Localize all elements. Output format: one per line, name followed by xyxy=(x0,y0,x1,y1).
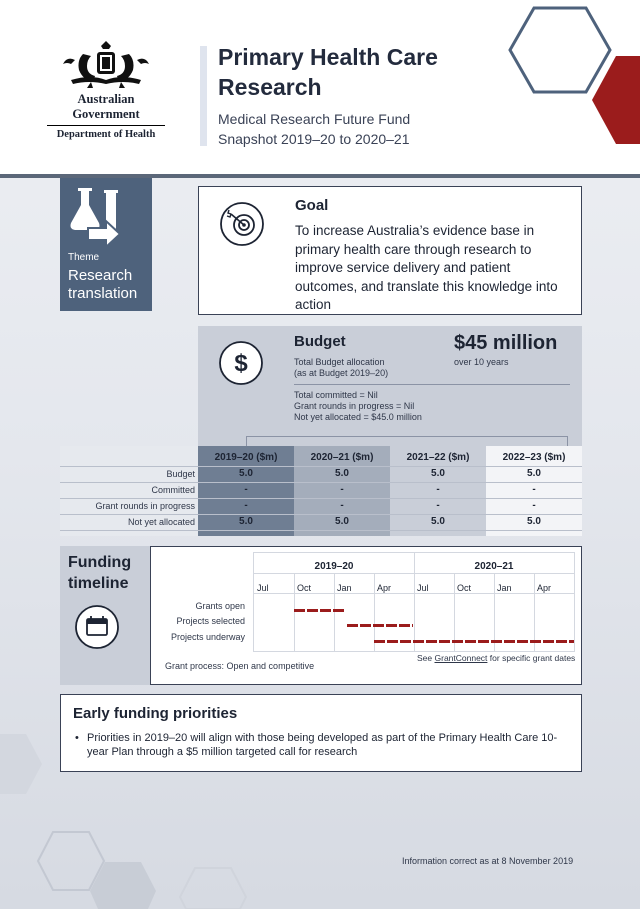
timeline-month-label: Oct xyxy=(297,583,312,593)
timeline-month-divider xyxy=(334,573,335,651)
theme-value: Research translation xyxy=(68,267,138,302)
goal-title: Goal xyxy=(295,197,329,214)
timeline-month-divider xyxy=(294,573,295,651)
page-subtitle xyxy=(218,109,410,149)
table-row-label: Grant rounds in progress xyxy=(95,501,195,511)
table-cell: 5.0 xyxy=(239,516,253,527)
timeline-month-label: Jan xyxy=(337,583,352,593)
table-cell: - xyxy=(532,484,536,495)
table-row-divider xyxy=(60,482,582,483)
timeline-row-label: Projects selected xyxy=(176,616,245,626)
funding-timeline-chart xyxy=(150,546,582,685)
timeline-month-label: Jul xyxy=(417,583,429,593)
budget-col-header: 2020–21 ($m) xyxy=(310,452,374,463)
budget-divider xyxy=(294,384,570,385)
table-row-label: Not yet allocated xyxy=(127,517,195,527)
header xyxy=(0,0,640,176)
department-name: Department of Health xyxy=(56,129,156,140)
timeline-row-label: Grants open xyxy=(195,601,245,611)
table-cell: - xyxy=(532,500,536,511)
timeline-row-label: Projects underway xyxy=(170,632,245,642)
theme-label: Theme xyxy=(68,252,100,263)
table-cell: - xyxy=(436,484,440,495)
hexagon-decoration-left xyxy=(0,734,44,794)
timeline-bar-grants-open xyxy=(294,609,346,612)
page-title: Primary Health Care Research xyxy=(218,44,438,100)
timeline-month-label: Jul xyxy=(257,583,269,593)
svg-text:$: $ xyxy=(234,350,248,377)
timeline-bar-projects-selected xyxy=(347,624,413,627)
funding-timeline-title-line1: Funding xyxy=(68,554,132,571)
table-row-divider xyxy=(60,530,582,531)
grant-process: Grant process: Open and competitive xyxy=(165,661,315,671)
budget-summary xyxy=(294,390,422,423)
table-cell: 5.0 xyxy=(335,468,349,479)
hexagon-decoration-bottom-filled xyxy=(88,860,158,909)
table-cell: - xyxy=(340,484,344,495)
lab-flask-arrow-icon xyxy=(66,184,126,250)
title-accent-bar xyxy=(200,46,207,146)
table-cell: 5.0 xyxy=(335,516,349,527)
table-cell: 5.0 xyxy=(431,468,445,479)
timeline-month-label: Oct xyxy=(457,583,472,593)
budget-allocation-text: Total Budget allocation xyxy=(294,357,385,367)
logo-divider xyxy=(47,125,165,126)
subtitle-line-snapshot: Snapshot 2019–20 to 2020–21 xyxy=(218,131,410,147)
early-funding-bullet: • Priorities in 2019–20 will align with those being developed as part of the Primary Health Care 10-year Plan through a $5 million targeted call for research xyxy=(75,731,565,759)
table-row-divider xyxy=(60,466,582,467)
note-suffix: for specific grant dates xyxy=(489,653,576,663)
budget-col-header: 2019–20 ($m) xyxy=(214,452,278,463)
budget-allocation-label xyxy=(294,357,388,379)
funding-timeline-panel xyxy=(60,546,582,685)
budget-grant-rounds: Grant rounds in progress = Nil xyxy=(294,401,415,411)
coat-of-arms-icon xyxy=(61,40,151,88)
table-cell: - xyxy=(244,484,248,495)
timeline-grid xyxy=(253,552,575,652)
theme-tile xyxy=(60,178,152,311)
timeline-year-label: 2019–20 xyxy=(314,561,354,572)
grantconnect-link[interactable]: GrantConnect xyxy=(434,653,488,663)
funding-timeline-title-line2: timeline xyxy=(68,575,129,592)
table-cell: 5.0 xyxy=(239,468,253,479)
target-icon xyxy=(219,201,265,247)
early-funding-card xyxy=(60,694,582,772)
subtitle-line-fund: Medical Research Future Fund xyxy=(218,111,411,127)
table-cell: - xyxy=(244,500,248,511)
grantconnect-note xyxy=(417,653,575,663)
table-cell: - xyxy=(436,500,440,511)
timeline-year-label: 2020–21 xyxy=(474,561,514,572)
goal-card xyxy=(198,186,582,315)
budget-table xyxy=(60,446,582,536)
footer-note: Information correct as at 8 November 2019 xyxy=(402,856,574,866)
table-cell: 5.0 xyxy=(527,468,541,479)
note-prefix: See xyxy=(417,653,433,663)
budget-col-header: 2021–22 ($m) xyxy=(406,452,470,463)
timeline-bar-projects-underway xyxy=(374,640,574,643)
budget-title: Budget xyxy=(294,333,346,350)
budget-period: over 10 years xyxy=(454,357,509,367)
early-funding-title: Early funding priorities xyxy=(73,705,238,722)
government-logo xyxy=(44,40,168,140)
dollar-icon xyxy=(218,340,264,386)
goal-description: To increase Australia’s evidence base in primary health care through research to improve service delivery and patient outcomes, and translate this knowledge into action xyxy=(295,223,558,312)
hexagon-decoration-bottom-faint xyxy=(178,866,248,909)
table-cell: - xyxy=(340,500,344,511)
budget-col-header: 2022–23 ($m) xyxy=(502,452,566,463)
table-row-divider xyxy=(60,498,582,499)
budget-amount: $45 million xyxy=(454,332,558,354)
government-name: Australian Government xyxy=(72,92,140,121)
hexagon-red-decoration xyxy=(590,56,640,144)
timeline-month-label: Apr xyxy=(537,583,552,593)
table-cell: 5.0 xyxy=(431,516,445,527)
table-row-label: Budget xyxy=(166,469,195,479)
budget-not-allocated: Not yet allocated = $45.0 million xyxy=(294,412,422,422)
funding-timeline-title xyxy=(68,552,131,594)
timeline-month-label: Apr xyxy=(377,583,392,593)
table-row-divider xyxy=(60,514,582,515)
budget-bracket xyxy=(246,436,568,446)
table-row-label: Committed xyxy=(151,485,195,495)
budget-committed: Total committed = Nil xyxy=(294,390,378,400)
timeline-month-label: Jan xyxy=(497,583,512,593)
budget-allocation-note: (as at Budget 2019–20) xyxy=(294,368,389,378)
table-cell: 5.0 xyxy=(527,516,541,527)
calendar-icon xyxy=(74,604,120,650)
budget-panel xyxy=(198,326,582,446)
